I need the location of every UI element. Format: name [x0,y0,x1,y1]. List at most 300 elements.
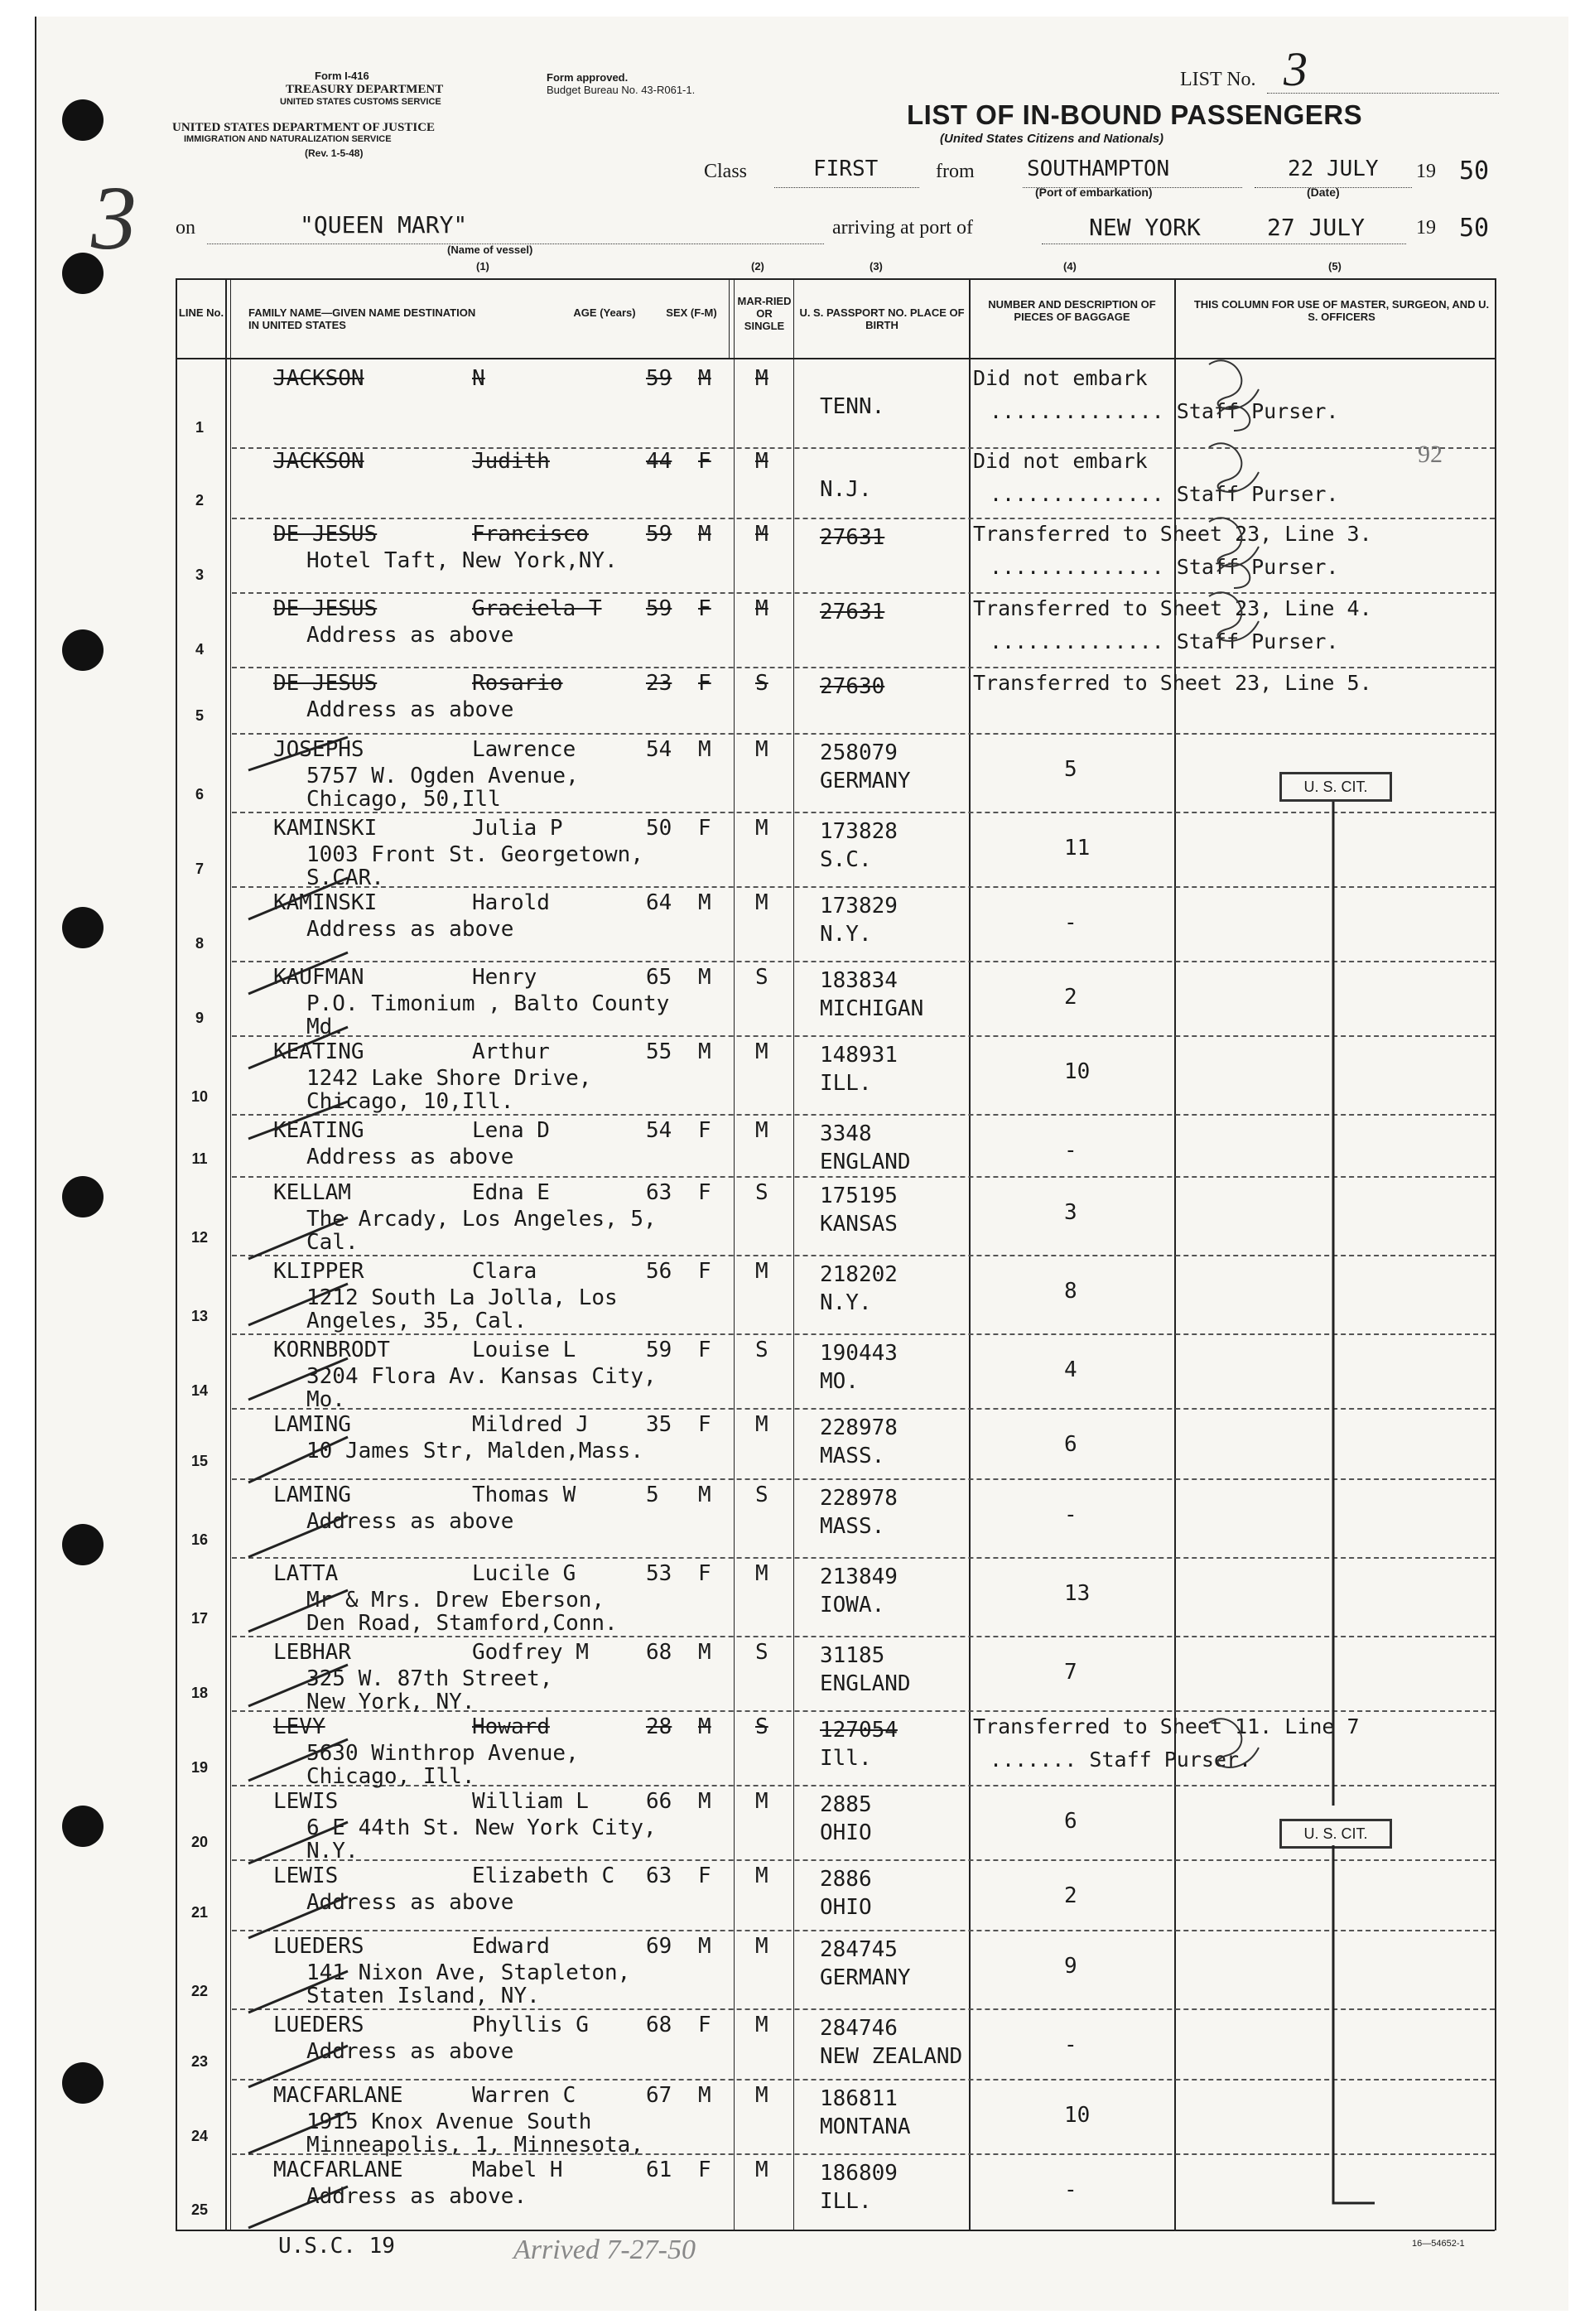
address-line-1: Address as above [306,917,514,942]
address-line-1: 5757 W. Ogden Avenue, [306,764,579,788]
check-mark [248,1437,348,1483]
marital-status: M [755,522,768,547]
line-number: 14 [190,1382,209,1399]
sex: F [698,2158,711,2182]
age: 59 [646,596,672,621]
col-number-5: (5) [1328,260,1342,272]
date-value: 22 JULY [1288,157,1379,181]
line-number: 21 [190,1904,209,1921]
family-name: MACFARLANE [273,2158,403,2182]
family-name: KELLAM [273,1180,351,1205]
class-value: FIRST [813,157,879,181]
passport-number: 173828 [820,819,898,844]
year-suffix: 50 [1459,157,1490,186]
family-name: LUEDERS [273,2013,364,2037]
address-line-1: Address as above [306,2039,514,2064]
baggage-count: 11 [1064,836,1091,861]
family-name: DE JESUS [273,596,378,621]
marital-status: M [755,449,768,474]
address-line-1: 1242 Lake Shore Drive, [306,1066,592,1091]
family-name: LAMING [273,1412,351,1437]
address-line-1: 141 Nixon Ave, Stapleton, [306,1960,631,1985]
family-name: KLIPPER [273,1259,364,1284]
given-name: Elizabeth C [472,1864,615,1888]
passport-number: 148931 [820,1043,898,1068]
baggage-note: Transferred to Sheet 23, Line 4. [973,596,1372,620]
bracket-line [1333,802,1375,2203]
passport-number: 284746 [820,2016,898,2041]
address-line-1: Hotel Taft, New York,NY. [306,548,618,573]
age: 68 [646,2013,672,2037]
baggage-count: 4 [1064,1357,1077,1382]
bracket-line [1333,1845,1375,2203]
port-value: SOUTHAMPTON [1027,157,1170,181]
address-line-2: Chicago, 50,Ill [306,787,501,812]
passport-number: 183834 [820,968,898,993]
address-line-2: Minneapolis, 1, Minnesota, [306,2133,643,2158]
line-number: 7 [195,861,204,877]
place-of-birth: IOWA. [820,1593,885,1618]
officer-note: .............. Staff Purser. [990,482,1339,506]
baggage-note: Transferred to Sheet 11. Line 7 [973,1714,1360,1738]
place-of-birth: N.J. [820,477,872,502]
address-line-1: 1003 Front St. Georgetown, [306,842,643,867]
line-number: 16 [190,1531,209,1548]
baggage-count: 10 [1064,2103,1091,2128]
place-of-birth: OHIO [820,1895,872,1920]
sex: M [698,737,711,762]
address-line-1: Address as above [306,1890,514,1915]
passport-number: 127054 [820,1718,898,1743]
us-citizen-stamp: U. S. CIT. [1279,772,1392,802]
address-line-2: S.CAR. [306,865,384,890]
col-header-baggage: NUMBER AND DESCRIPTION OF PIECES OF BAGGAGE [988,298,1156,323]
from-label: from [936,161,975,182]
line-number: 23 [190,2053,209,2070]
age: 66 [646,1789,672,1814]
given-name: Clara [472,1259,537,1284]
address-line-1: Address as above [306,1145,514,1169]
address-line-1: 5630 Winthrop Avenue, [306,1741,579,1766]
address-line-2: New York, NY. [306,1690,475,1714]
age: 44 [646,449,672,474]
place-of-birth: S.C. [820,847,872,872]
sex: F [698,596,711,621]
baggage-count: - [1064,1502,1077,1527]
address-line-1: 10 James Str, Malden,Mass. [306,1439,643,1463]
family-name: LEVY [273,1714,325,1739]
sex: M [698,890,711,915]
place-of-birth: GERMANY [820,1965,911,1990]
family-name: KAUFMAN [273,965,364,990]
passport-number: 27631 [820,525,885,550]
place-of-birth: ILL. [820,1071,872,1096]
baggage-count: 9 [1064,1954,1077,1979]
sex: M [698,1483,711,1507]
year-suffix-2: 50 [1459,214,1490,243]
sex: M [698,1714,711,1739]
revision: (Rev. 1-5-48) [305,147,364,159]
baggage-note: Transferred to Sheet 23, Line 5. [973,671,1372,695]
family-name: MACFARLANE [273,2083,403,2108]
sex: F [698,1259,711,1284]
address-line-1: P.O. Timonium , Balto County [306,991,670,1016]
line-number: 25 [190,2201,209,2218]
baggage-count: 10 [1064,1059,1091,1084]
sex: F [698,1864,711,1888]
on-label: on [176,217,195,239]
year-prefix-2: 19 [1416,217,1436,239]
line-number: 4 [195,641,204,658]
col-number-4: (4) [1063,260,1077,272]
line-number: 11 [191,1150,208,1167]
passport-number: 258079 [820,740,898,765]
passport-number: 228978 [820,1415,898,1440]
given-name: Rosario [472,671,563,696]
line-number: 2 [195,492,204,509]
age: 54 [646,1118,672,1143]
family-name: KEATING [273,1118,364,1143]
place-of-birth: N.Y. [820,922,872,947]
address-line-1: Mr & Mrs. Drew Eberson, [306,1588,605,1613]
age: 68 [646,1640,672,1665]
line-number: 15 [190,1453,209,1469]
passport-number: 2886 [820,1867,872,1892]
check-mark [248,1665,348,1706]
age: 50 [646,816,672,841]
given-name: Louise L [472,1338,576,1362]
year-prefix: 19 [1416,161,1436,182]
page-subtitle: (United States Citizens and Nationals) [940,132,1164,146]
age: 67 [646,2083,672,2108]
place-of-birth: MASS. [820,1444,885,1468]
place-of-birth: ENGLAND [820,1671,911,1696]
address-line-2: Den Road, Stamford,Conn. [306,1611,618,1636]
vessel-name: "QUEEN MARY" [300,211,468,239]
customs-service: UNITED STATES CUSTOMS SERVICE [280,97,441,107]
passport-number: 27630 [820,674,885,699]
marital-status: M [755,2083,768,2108]
given-name: Mildred J [472,1412,589,1437]
vessel-caption: (Name of vessel) [447,243,533,256]
place-of-birth: MASS. [820,1514,885,1539]
marital-status: M [755,1039,768,1064]
age: 59 [646,1338,672,1362]
age: 56 [646,1259,672,1284]
officer-note: .............. Staff Purser. [990,399,1339,423]
arriving-label: arriving at port of [832,217,973,239]
family-name: KAMINSKI [273,816,378,841]
given-name: William L [472,1789,589,1814]
baggage-count: 7 [1064,1660,1077,1685]
check-mark [248,1516,348,1557]
passport-number: 173829 [820,894,898,919]
check-mark [248,1358,348,1400]
marital-status: M [755,737,768,762]
baggage-count: - [1064,1138,1077,1163]
line-number: 3 [195,567,204,583]
page-title: LIST OF IN-BOUND PASSENGERS [907,99,1363,130]
address-line-2: Chicago, Ill. [306,1764,475,1789]
marital-status: M [755,1259,768,1284]
marital-status: M [755,596,768,621]
address-line-1: 1915 Knox Avenue South [306,2109,592,2134]
officer-scribbles [1209,360,1259,1767]
marital-status: S [755,1640,768,1665]
handwritten-note: 92 [1418,441,1443,468]
address-line-2: Cal. [306,1230,359,1255]
marital-status: M [755,1864,768,1888]
date-caption: (Date) [1307,186,1340,199]
handwritten-arrival-note: Arrived 7-27-50 [513,2235,696,2265]
passport-number: 27631 [820,600,885,624]
line-number: 8 [195,935,204,952]
line-number: 6 [195,786,204,803]
age: 23 [646,671,672,696]
family-name: LATTA [273,1561,339,1586]
sex: F [698,1338,711,1362]
scribble [1209,518,1259,588]
given-name: Mabel H [472,2158,563,2182]
check-mark [248,2187,348,2228]
budget-bureau: Budget Bureau No. 43-R061-1. [547,84,696,96]
given-name: Lawrence [472,737,576,762]
family-name: KEATING [273,1039,364,1064]
family-name: LEBHAR [273,1640,351,1665]
baggage-count: - [1064,2032,1077,2057]
check-mark [248,737,348,770]
age: 64 [646,890,672,915]
marital-status: M [755,366,768,391]
col-number-2: (2) [751,260,764,272]
us-citizen-stamp: U. S. CIT. [1279,1819,1392,1849]
scribble [1209,1719,1259,1767]
check-mark [248,2112,348,2153]
given-name: Graciela T [472,596,602,621]
sex: M [698,522,711,547]
col-header-name: FAMILY NAME—GIVEN NAME DESTINATION IN UNITED STATES [248,306,476,331]
form-code: U.S.C. 19 [278,2234,395,2259]
family-name: LEWIS [273,1789,339,1814]
age: 63 [646,1864,672,1888]
check-mark [248,952,348,994]
marital-status: M [755,1561,768,1586]
address-line-1: The Arcady, Los Angeles, 5, [306,1207,657,1232]
check-marks [248,737,348,2228]
baggage-count: 8 [1064,1279,1077,1304]
sex: F [698,1118,711,1143]
marital-status: S [755,1483,768,1507]
arrival-date: 27 JULY [1267,214,1366,241]
address-line-2: Md. [306,1015,345,1039]
sex: F [698,2013,711,2037]
address-line-1: 325 W. 87th Street, [306,1666,553,1691]
address-line-2: Mo. [306,1387,345,1412]
address-line-1: 1212 South La Jolla, Los [306,1285,618,1310]
line-number: 24 [190,2128,209,2144]
place-of-birth: NEW ZEALAND [820,2044,963,2069]
passport-number: 186809 [820,2161,898,2186]
age: 59 [646,366,672,391]
given-name: Godfrey M [472,1640,589,1665]
place-of-birth: OHIO [820,1820,872,1845]
sex: F [698,671,711,696]
marital-status: S [755,1338,768,1362]
passport-number: 213849 [820,1565,898,1589]
passport-number: 31185 [820,1643,885,1668]
sex: M [698,366,711,391]
given-name: Lucile G [472,1561,576,1586]
form-approved: Form approved. [547,71,629,84]
col-number-1: (1) [476,260,489,272]
given-name: Phyllis G [472,2013,589,2037]
sex: F [698,816,711,841]
given-name: N [472,366,485,391]
sex: M [698,1640,711,1665]
address-line-1: Address as above [306,697,514,722]
family-name: JOSEPHS [273,737,364,762]
line-number: 17 [190,1610,209,1627]
given-name: Thomas W [472,1483,576,1507]
address-line-2: Chicago, 10,Ill. [306,1089,514,1114]
given-name: Harold [472,890,550,915]
col-header-married: MAR-RIED OR SINGLE [737,295,792,332]
line-number: 5 [195,707,204,724]
age: 69 [646,1934,672,1959]
baggage-count: 13 [1064,1581,1091,1606]
col-number-3: (3) [870,260,883,272]
place-of-birth: N.Y. [820,1290,872,1315]
family-name: DE JESUS [273,671,378,696]
age: 35 [646,1412,672,1437]
place-of-birth: MONTANA [820,2114,911,2139]
marital-status: S [755,671,768,696]
line-number: 22 [190,1983,209,1999]
baggage-count: 5 [1064,757,1077,782]
scribble [1209,360,1259,431]
passport-number: 175195 [820,1184,898,1208]
place-of-birth: ILL. [820,2189,872,2214]
check-mark [248,1027,348,1068]
family-name: JACKSON [273,366,364,391]
given-name: Howard [472,1714,550,1739]
sex: M [698,965,711,990]
given-name: Judith [472,449,550,474]
place-of-birth: GERMANY [820,769,911,793]
marital-status: M [755,1412,768,1437]
marital-status: M [755,1118,768,1143]
marital-status: S [755,1714,768,1739]
given-name: Henry [472,965,537,990]
family-name: JACKSON [273,449,364,474]
address-line-2: N.Y. [306,1839,359,1864]
address-line-1: Address as above [306,1509,514,1534]
check-mark [248,1739,348,1781]
sex: F [698,1180,711,1205]
officer-note: ....... Staff Purser. [990,1748,1252,1772]
passport-number: 228978 [820,1486,898,1511]
check-mark [248,1102,348,1139]
form-number: Form I-416 [315,70,369,82]
address-line-1: 6 E 44th St. New York City, [306,1815,657,1840]
scribble [1209,443,1259,492]
list-no-value: 3 [1284,42,1308,96]
check-mark [248,1284,348,1325]
check-mark [248,1217,348,1259]
age: 54 [646,737,672,762]
marital-status: M [755,1789,768,1814]
baggage-count: - [1064,2177,1077,2202]
line-number: 18 [190,1685,209,1701]
justice-department: UNITED STATES DEPARTMENT OF JUSTICE [172,121,436,134]
printer-code: 16—54652-1 [1412,2239,1465,2249]
sex: M [698,1789,711,1814]
place-of-birth: MICHIGAN [820,996,924,1021]
arrival-port: NEW YORK [1089,214,1201,241]
age: 28 [646,1714,672,1739]
sex: M [698,1039,711,1064]
col-header-line: LINE No. [178,306,224,319]
sex: M [698,1934,711,1959]
sex: F [698,1561,711,1586]
age: 65 [646,965,672,990]
age: 53 [646,1561,672,1586]
marital-status: S [755,1180,768,1205]
immigration-service: IMMIGRATION AND NATURALIZATION SERVICE [184,134,392,144]
given-name: Warren C [472,2083,576,2108]
place-of-birth: TENN. [820,394,885,419]
line-number: 10 [190,1088,209,1105]
address-line-2: Angeles, 35, Cal. [306,1309,528,1333]
treasury-department: TREASURY DEPARTMENT [286,83,444,96]
family-name: LUEDERS [273,1934,364,1959]
family-name: LEWIS [273,1864,339,1888]
baggage-count: 2 [1064,985,1077,1010]
family-name: DE JESUS [273,522,378,547]
baggage-count: 6 [1064,1432,1077,1457]
passport-number: 186811 [820,2086,898,2111]
baggage-note: Did not embark [973,449,1148,473]
list-no-label: LIST No. [1180,69,1256,90]
line-number: 9 [195,1010,204,1026]
passport-number: 190443 [820,1341,898,1366]
age: 5 [646,1483,659,1507]
baggage-count: - [1064,910,1077,935]
place-of-birth: MO. [820,1369,859,1394]
family-name: LAMING [273,1483,351,1507]
check-mark [248,1822,348,1864]
sex: M [698,2083,711,2108]
margin-number: 3 [91,167,137,268]
check-mark [248,1971,348,2013]
check-mark [248,1590,348,1632]
marital-status: M [755,1934,768,1959]
check-mark [248,1897,348,1938]
given-name: Francisco [472,522,589,547]
col-header-passport: U. S. PASSPORT NO. PLACE OF BIRTH [799,306,965,331]
scribble [1209,592,1259,641]
age: 55 [646,1039,672,1064]
sex: F [698,449,711,474]
age: 61 [646,2158,672,2182]
address-line-2: Staten Island, NY. [306,1984,540,2008]
col-header-sex: SEX (F-M) [666,306,717,319]
marital-status: M [755,2013,768,2037]
age: 59 [646,522,672,547]
marital-status: M [755,816,768,841]
baggage-count: 6 [1064,1809,1077,1834]
baggage-count: 3 [1064,1200,1077,1225]
